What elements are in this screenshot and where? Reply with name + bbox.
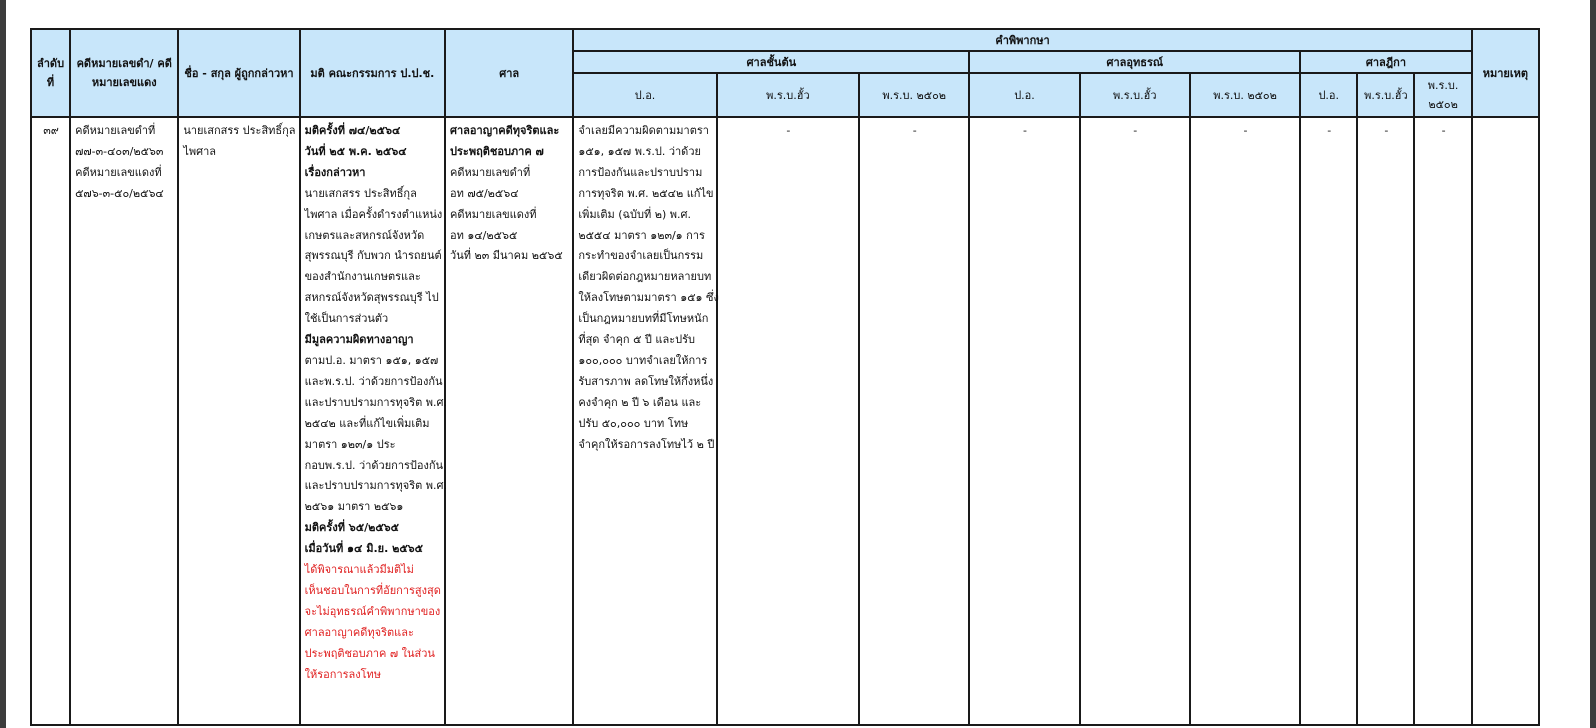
header-remark: หมายเหตุ [1472, 29, 1539, 117]
cell-court [445, 117, 573, 725]
text-line: รับสารภาพ ลดโทษให้กึ่งหนึ่ง [578, 374, 714, 388]
text-line: ๒๕๔๒ และที่แก้ไขเพิ่มเติม [304, 416, 430, 430]
text-line: มติครั้งที่ ๗๔/๒๕๖๔ [304, 124, 401, 137]
text-line: กอบพ.ร.ป. ว่าด้วยการป้องกัน [304, 458, 444, 472]
text-line: คดีหมายเลขดำที่ [75, 124, 156, 137]
text-line: ตามป.อ. มาตรา ๑๕๑, ๑๕๗ [304, 353, 439, 367]
text-line: มติครั้งที่ ๖๕/๒๕๖๕ [304, 521, 399, 535]
text-line: อท ๗๕/๒๕๖๔ [450, 186, 519, 200]
cell-supreme-prb-2502: - [1414, 117, 1471, 725]
text-line: เห็นชอบในการที่อัยการสูงสุด [304, 583, 441, 597]
cell-resolution [300, 117, 445, 725]
header-first-prb-2502: พ.ร.บ. ๒๕๐๒ [859, 73, 969, 117]
text-line: อท ๑๔/๒๕๖๕ [450, 228, 518, 242]
cell-name [178, 117, 299, 725]
text-line: สุพรรณบุรี กับพวก นำรถยนต์ [304, 249, 442, 263]
text-line: ให้รอการลงโทษ [304, 667, 382, 681]
cell-remark [1472, 117, 1539, 725]
text-line: ศาลอาญาคดีทุจริตและ [450, 124, 560, 137]
text-line: ๒๕๖๑ มาตรา ๒๕๖๑ [304, 500, 404, 514]
table-row [31, 117, 1539, 725]
text-line: นายเสกสรร ประสิทธิ์กุล [304, 186, 417, 200]
text-line: และพ.ร.ป. ว่าด้วยการป้องกัน [304, 374, 443, 388]
text-line: วันที่ ๒๓ มีนาคม ๒๕๖๕ [450, 249, 563, 263]
header-first-prb-corrupt: พ.ร.บ.ฮั้ว [717, 73, 859, 117]
text-line: ที่สุด จำคุก ๕ ปี และปรับ [578, 333, 695, 347]
cell-first-pa [573, 117, 719, 725]
header-first-pa: ป.อ. [573, 73, 716, 117]
header-name: ชื่อ - สกุล ผู้ถูกกล่าวหา [178, 29, 299, 117]
text-line: คงจำคุก ๒ ปี ๖ เดือน และ [578, 395, 702, 409]
header-appeal-court: ศาลอุทธรณ์ [969, 51, 1300, 73]
text-line: สหกรณ์จังหวัดสุพรรณบุรี ไป [304, 291, 439, 305]
text-line: และปราบปรามการทุจริต พ.ศ. [304, 479, 447, 493]
cell-appeal-pa: - [969, 117, 1079, 725]
text-line: จะไม่อุทธรณ์คำพิพากษาของ [304, 604, 441, 618]
text-line: ให้ลงโทษตามมาตรา ๑๕๑ ซึ่ง [578, 291, 719, 305]
text-line: จำคุกให้รอการลงโทษไว้ ๒ ปี [578, 437, 715, 451]
text-line: และปราบปรามการทุจริต พ.ศ. [304, 395, 447, 409]
text-line: เกษตรและสหกรณ์จังหวัด [304, 228, 425, 242]
text-line: ไพศาล [183, 144, 217, 158]
cell-first-prb-corrupt: - [717, 117, 859, 725]
cell-supreme-prb-corrupt: - [1357, 117, 1414, 725]
text-line: นายเสกสรร ประสิทธิ์กุล [183, 124, 296, 137]
text-line: ประพฤติชอบภาค ๗ [450, 144, 544, 158]
header-supreme-pa: ป.อ. [1300, 73, 1357, 117]
text-line: เมื่อวันที่ ๑๔ มิ.ย. ๒๕๖๕ [304, 542, 423, 556]
cell-appeal-prb-2502: - [1190, 117, 1300, 725]
text-line: ใช้เป็นการส่วนตัว [304, 312, 389, 326]
text-line: การป้องกันและปราบปราม [578, 165, 703, 179]
header-case-no: คดีหมายเลขดำ/ คดีหมายเลขแดง [70, 29, 178, 117]
cell-appeal-prb-corrupt: - [1080, 117, 1190, 725]
text-line: ๑๕๑, ๑๕๗ พ.ร.ป. ว่าด้วย [578, 144, 701, 158]
document-page [6, 0, 1590, 728]
text-line: ประพฤติชอบภาค ๗ ในส่วน [304, 646, 435, 660]
case-table [30, 28, 1540, 726]
cell-first-prb-2502: - [859, 117, 969, 725]
header-supreme-prb-corrupt: พ.ร.บ.ฮั้ว [1357, 73, 1414, 117]
text-line: มาตรา ๑๒๓/๑ ประ [304, 437, 396, 451]
header-appeal-prb-corrupt: พ.ร.บ.ฮั้ว [1080, 73, 1190, 117]
text-line: ๒๕๕๔ มาตรา ๑๒๓/๑ การ [578, 228, 705, 242]
text-line: ปรับ ๕๐,๐๐๐ บาท โทษ [578, 416, 689, 430]
header-supreme-court: ศาลฎีกา [1300, 51, 1472, 73]
text-line: เดียวผิดต่อกฎหมายหลายบท [578, 270, 712, 284]
header-seq: ลำดับที่ [31, 29, 70, 117]
text-line: คดีหมายเลขดำที่ [450, 165, 531, 179]
text-line: ได้พิจารณาแล้วมีมติไม่ [304, 563, 414, 577]
header-judgment: คำพิพากษา [573, 29, 1471, 51]
text-line: เป็นกฎหมายบทที่มีโทษหนัก [578, 312, 709, 326]
text-line: เรื่องกล่าวหา [304, 165, 366, 179]
text-line: ๕๗๖-๓-๕๐/๒๕๖๔ [75, 186, 164, 200]
text-line: คดีหมายเลขแดงที่ [75, 165, 162, 179]
header-court: ศาล [445, 29, 573, 117]
cell-case-no [70, 117, 178, 725]
header-first-court: ศาลชั้นต้น [573, 51, 969, 73]
header-resolution: มติ คณะกรรมการ ป.ป.ช. [300, 29, 445, 117]
text-line: ของสำนักงานเกษตรและ [304, 270, 421, 284]
text-line: ศาลอาญาคดีทุจริตและ [304, 625, 414, 639]
text-line: ไพศาล เมื่อครั้งดำรงตำแหน่ง [304, 207, 443, 221]
text-line: คดีหมายเลขแดงที่ [450, 207, 537, 221]
text-line: มีมูลความผิดทางอาญา [304, 333, 414, 347]
text-line: จำเลยมีความผิดตามมาตรา [578, 124, 709, 137]
header-supreme-prb-2502: พ.ร.บ. ๒๕๐๒ [1414, 73, 1471, 117]
cell-seq: ๓๙ [31, 117, 70, 725]
text-line: กระทำของจำเลยเป็นกรรม [578, 249, 704, 263]
text-line: ๑๐๐,๐๐๐ บาทจำเลยให้การ [578, 353, 708, 367]
header-appeal-pa: ป.อ. [969, 73, 1079, 117]
text-line: เพิ่มเติม (ฉบับที่ ๒) พ.ศ. [578, 207, 692, 221]
header-appeal-prb-2502: พ.ร.บ. ๒๕๐๒ [1190, 73, 1300, 117]
text-line: การทุจริต พ.ศ. ๒๕๔๒ แก้ไข [578, 186, 714, 200]
text-line: ๗๗-๓-๔๐๓/๒๕๖๓ [75, 144, 164, 158]
text-line: วันที่ ๒๕ พ.ค. ๒๕๖๔ [304, 144, 407, 158]
cell-supreme-pa: - [1300, 117, 1357, 725]
